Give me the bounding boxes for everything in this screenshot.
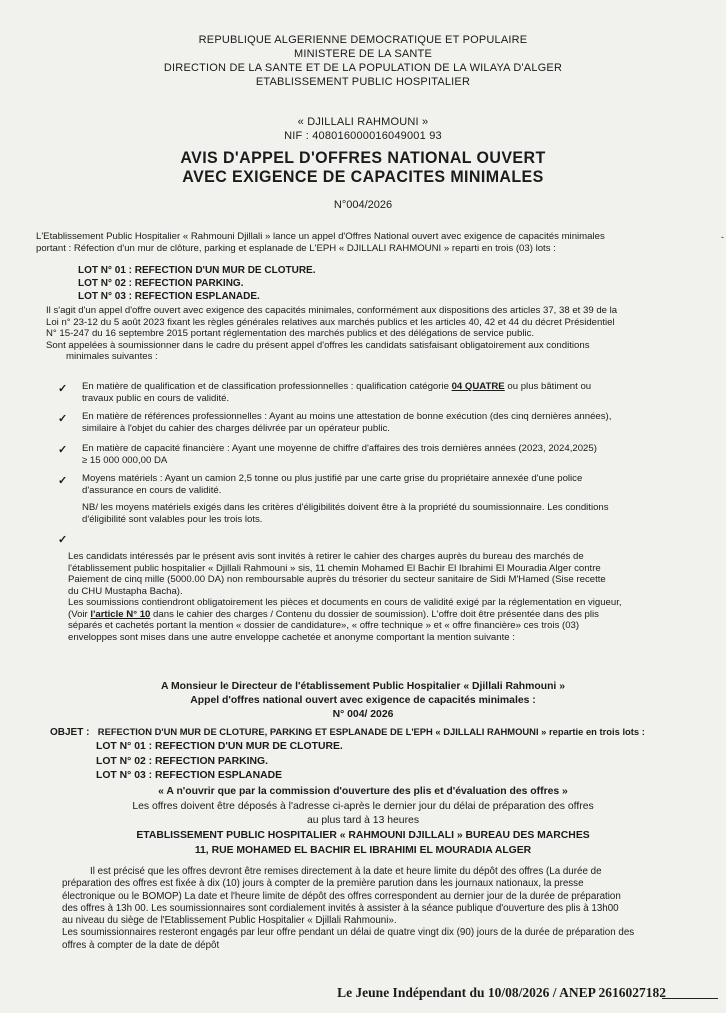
intro-line: portant : Réfection d'un mur de clôture, parking et esplanade de L'EPH « DJILLALI RAHMOUNI » reparti en trois (03) lots : — [36, 242, 556, 254]
republic-header: REPUBLIQUE ALGERIENNE DEMOCRATIQUE ET POPULAIRE — [198, 34, 528, 46]
checkmark-icon: ✓ — [58, 413, 68, 425]
margin-mark: - — [721, 232, 724, 242]
notice-number: N°004/2026 — [333, 199, 393, 211]
object-text: REFECTION D'UN MUR DE CLOTURE, PARKING ET ESPLANADE DE L'EPH « DJILLALI RAHMOUNI » repartie en trois lots : — [97, 726, 645, 737]
lot-item: LOT N° 02 : REFECTION PARKING. — [96, 755, 268, 767]
lots-list-envelope — [96, 740, 343, 784]
nif-number: NIF : 408016000016049001 93 — [284, 130, 442, 142]
lot-item: LOT N° 01 : REFECTION D'UN MUR DE CLOTURE. — [78, 265, 316, 276]
address-number: N° 004/ 2026 — [332, 709, 394, 720]
object-line — [50, 726, 670, 738]
intro-paragraph — [36, 231, 686, 254]
candidates-paragraph: Les candidats intéressés par le présent avis sont invités à retirer le cahier des charges auprès du bureau des marchés de l'établissement public hospitalier « Djillali Rahmouni » sis, 11 chemin Mohamed El Bachir El Ibrahimi El Mouradia Alger contre Paiement de cinq mille (5000.00 DA) non remboursable auprès du trésorier du secteur sanitaire de Sidi M'Hamed (Sise recette du CHU Mustapha Bacha). Les soumissions contiendront obligatoirement les pièces et documents en cours de validité exigé par la réglementation en vigueur, (Voir l'article N° 10 dans le cahier des charges / Contenu du dossier de soumission). L'offre doit être présentée dans des plis séparés et cachetés portant la mention « dossier de candidature», « offre technique » et « offre financière» ces trois (03) enveloppes sont mises dans une autre enveloppe cachetée et anonyme comportant la mention suivante : — [68, 551, 622, 643]
article-reference: l'article N° 10 — [90, 608, 151, 620]
legal-line: Loi n° 23-12 du 5 août 2023 fixant les règles générales relatives aux marchés publics et les articles 40, 42 et 44 du décret Présidentiel — [46, 316, 615, 328]
checkmark-icon: ✓ — [58, 383, 68, 395]
legal-line: Sont appelées à soumissionner dans le cadre du présent appel d'offres les candidats satisfaisant obligatoirement aux conditions — [46, 339, 590, 351]
condition-qualification: En matière de qualification et de classification professionnelles : qualification catégorie 04 QUATRE ou plus bâtiment ou travaux public en cours de validité. — [82, 381, 592, 404]
notice-deposit: Les offres doivent être déposés à l'adresse ci-après le dernier jour du délai de préparation des offres — [132, 801, 594, 812]
category-value: 04 QUATRE — [451, 381, 505, 392]
lots-list — [78, 264, 316, 303]
intro-line: L'Etablissement Public Hospitalier « Rahmouni Djillali » lance un appel d'Offres National ouvert avec exigence de capacités minimales — [36, 231, 605, 242]
address-appeal: Appel d'offres national ouvert avec exigence de capacités minimales : — [190, 695, 536, 706]
checkmark-icon: ✓ — [58, 534, 68, 546]
notice-title-line2: AVEC EXIGENCE DE CAPACITES MINIMALES — [182, 168, 544, 187]
publication-footer: Le Jeune Indépendant du 10/08/2026 / ANEP 2616027182 — [337, 985, 666, 1000]
establishment-header: ETABLISSEMENT PUBLIC HOSPITALIER — [255, 76, 471, 88]
legal-line: minimales suivantes : — [66, 351, 158, 362]
notice-opening: « A n'ouvrir que par la commission d'ouverture des plis et d'évaluation des offres » — [158, 786, 568, 797]
notice-title-line1: AVIS D'APPEL D'OFFRES NATIONAL OUVERT — [180, 149, 546, 168]
lot-item: LOT N° 03 : REFECTION ESPLANADE. — [78, 291, 260, 302]
object-label: OBJET : — [50, 727, 90, 738]
closing-paragraph: Il est précisé que les offres devront être remises directement à la date et heure limite du dépôt des offres (La durée de préparation des offres est fixée à dix (10) jours à compter de la première parution dans les journaux nationaux, la presse électronique ou le BOMOP) La date et l'heure limite de dépôt des offres correspondent au dernier jour de la durée de préparation des offres à 13h 00. Les soumissionnaires sont cordialement invités à assister à la séance publique d'ouverture des plis à 13h00 au niveau du siège de l'Etablissement Public Hospitalier « Djillali Rahmouni». Les soumissionnaires resteront engagés par leur offre pendant un délai de quatre vingt dix (90) jours de la durée de préparation des offres à compter de la date de dépôt — [62, 866, 635, 951]
legal-paragraph — [46, 305, 696, 363]
ministry-header: MINISTERE DE LA SANTE — [293, 48, 433, 60]
notice-address: 11, RUE MOHAMED EL BACHIR EL IBRAHIMI EL MOURADIA ALGER — [194, 845, 532, 856]
notice-deadline: au plus tard à 13 heures — [306, 815, 420, 826]
lot-item: LOT N° 02 : REFECTION PARKING. — [78, 278, 244, 289]
condition-equipment: Moyens matériels : Ayant un camion 2,5 tonne ou plus justifié par une carte grise du propriétaire annexée d'une police d'assurance en cours de validité. NB/ les moyens matériels exigés dans les critères d'éligibilités doivent être à la propriété du soumissionnaire. Les conditions d'éligibilité sont valables pour les trois lots. — [82, 473, 609, 525]
legal-line: N° 15-247 du 16 septembre 2015 portant réglementation des marchés publics et des délégations de service public. — [46, 328, 535, 339]
direction-header: DIRECTION DE LA SANTE ET DE LA POPULATION DE LA WILAYA D'ALGER — [163, 62, 563, 74]
hospital-name: « DJILLALI RAHMOUNI » — [297, 116, 429, 128]
condition-financial: En matière de capacité financière : Ayant une moyenne de chiffre d'affaires des trois dernières années (2023, 2024,2025) ≥ 15 000 000,00 DA — [82, 443, 597, 466]
lot-item: LOT N° 03 : REFECTION ESPLANADE — [96, 770, 283, 781]
footer-underline — [662, 998, 718, 999]
lot-item: LOT N° 01 : REFECTION D'UN MUR DE CLOTURE. — [96, 741, 343, 752]
address-recipient: A Monsieur le Directeur de l'établissement Public Hospitalier « Djillali Rahmouni » — [161, 681, 565, 692]
checkmark-icon: ✓ — [58, 444, 68, 456]
checkmark-icon: ✓ — [58, 475, 68, 487]
condition-references: En matière de références professionnelles : Ayant au moins une attestation de bonne exécution (des cinq dernières années), similaire à l'objet du cahier des charges délivrée par un opérateur public. — [82, 411, 612, 434]
legal-line: Il s'agit d'un appel d'offre ouvert avec exigence des capacités minimales, conformément aux dispositions des articles 37, 38 et 39 de la — [46, 305, 618, 316]
notice-office: ETABLISSEMENT PUBLIC HOSPITALIER « RAHMOUNI DJILLALI » BUREAU DES MARCHES — [136, 830, 590, 841]
